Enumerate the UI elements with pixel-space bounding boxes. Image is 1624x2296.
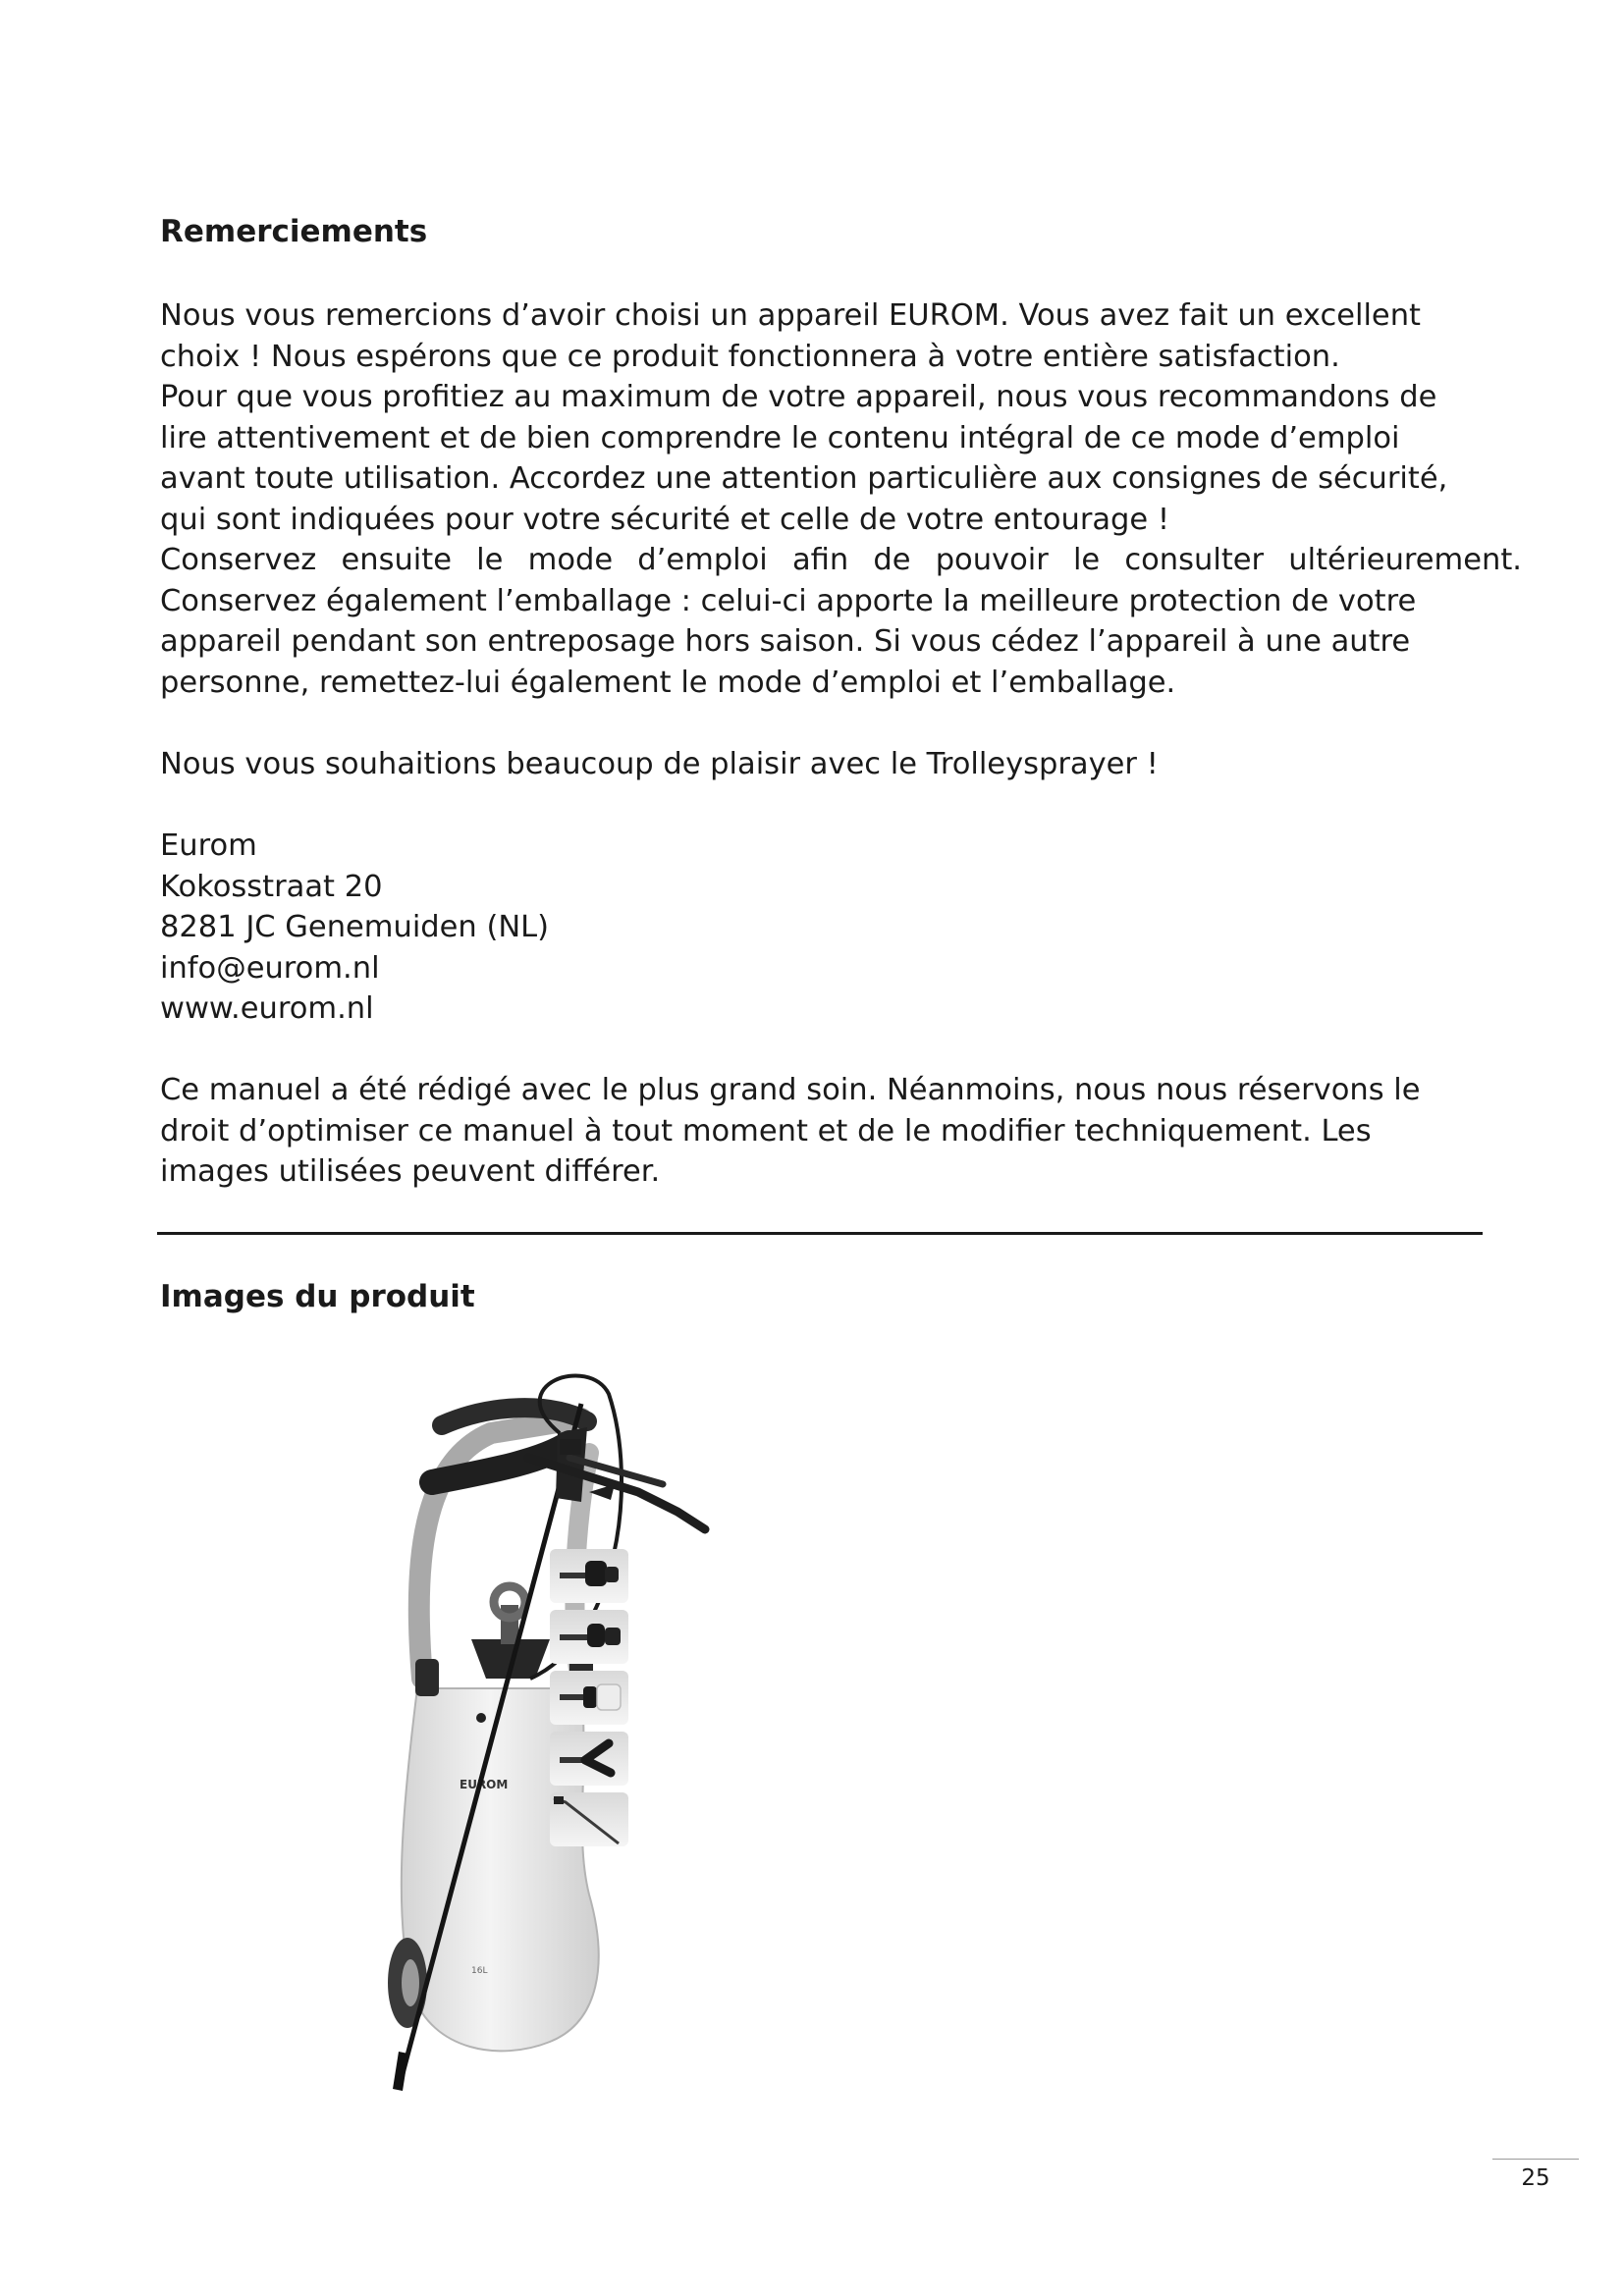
nozzle-tile-3 (550, 1671, 628, 1725)
section-divider (157, 1232, 1483, 1235)
text-line: Conservez également l’emballage : celui-ci apporte la meilleure protection de votre (160, 583, 1417, 618)
text-line: images utilisées peuvent différer. (160, 1154, 661, 1189)
section-heading-thanks: Remerciements (160, 214, 428, 249)
product-illustration (324, 1364, 1110, 2120)
disclaimer-paragraph (160, 1070, 1535, 1193)
company-name: Eurom (160, 828, 257, 863)
address-block (160, 826, 1535, 1030)
page-number: 25 (1521, 2165, 1550, 2191)
nozzle-tile-5 (550, 1792, 628, 1846)
wish-text: Nous vous souhaitions beaucoup de plaisir avec le Trolleysprayer ! (160, 747, 1159, 781)
text-line: Ce manuel a été rédigé avec le plus grand soin. Néanmoins, nous nous réservons le (160, 1073, 1421, 1107)
tank-capacity-label: 16L (471, 1966, 488, 1976)
text-line: choix ! Nous espérons que ce produit fonctionnera à votre entière satisfaction. (160, 339, 1340, 374)
email-text: info@eurom.nl (160, 950, 380, 986)
text-line: droit d’optimiser ce manuel à tout moment et de le modifier techniquement. Les (160, 1113, 1372, 1148)
text-line: Pour que vous profitiez au maximum de votre appareil, nous vous recommandons de (160, 380, 1437, 414)
website-text: www.eurom.nl (160, 991, 374, 1026)
nozzle-tile-4 (550, 1732, 628, 1786)
section-heading-product-images: Images du produit (160, 1279, 475, 1314)
page-number-rule (1492, 2159, 1579, 2160)
text-line: Conservez ensuite le mode d’emploi afin de pouvoir le consulter ultérieurement. (160, 543, 1522, 577)
text-line: lire attentivement et de bien comprendre le contenu intégral de ce mode d’emploi (160, 420, 1400, 455)
nozzle-tile-1 (550, 1549, 628, 1603)
city-address: 8281 JC Genemuiden (NL) (160, 910, 550, 944)
text-line: personne, remettez-lui également le mode d’emploi et l’emballage. (160, 665, 1176, 700)
text-line: qui sont indiquées pour votre sécurité et celle de votre entourage ! (160, 502, 1170, 537)
text-line: avant toute utilisation. Accordez une attention particulière aux consignes de sécurité, (160, 461, 1448, 496)
nozzle-tile-2 (550, 1610, 628, 1664)
text-line: appareil pendant son entreposage hors saison. Si vous cédez l’appareil à une autre (160, 624, 1411, 659)
intro-paragraph (160, 295, 1535, 703)
brand-label: EUROM (460, 1778, 509, 1791)
text-line: Nous vous remercions d’avoir choisi un appareil EUROM. Vous avez fait un excellent (160, 298, 1421, 333)
street-address: Kokosstraat 20 (160, 869, 383, 904)
